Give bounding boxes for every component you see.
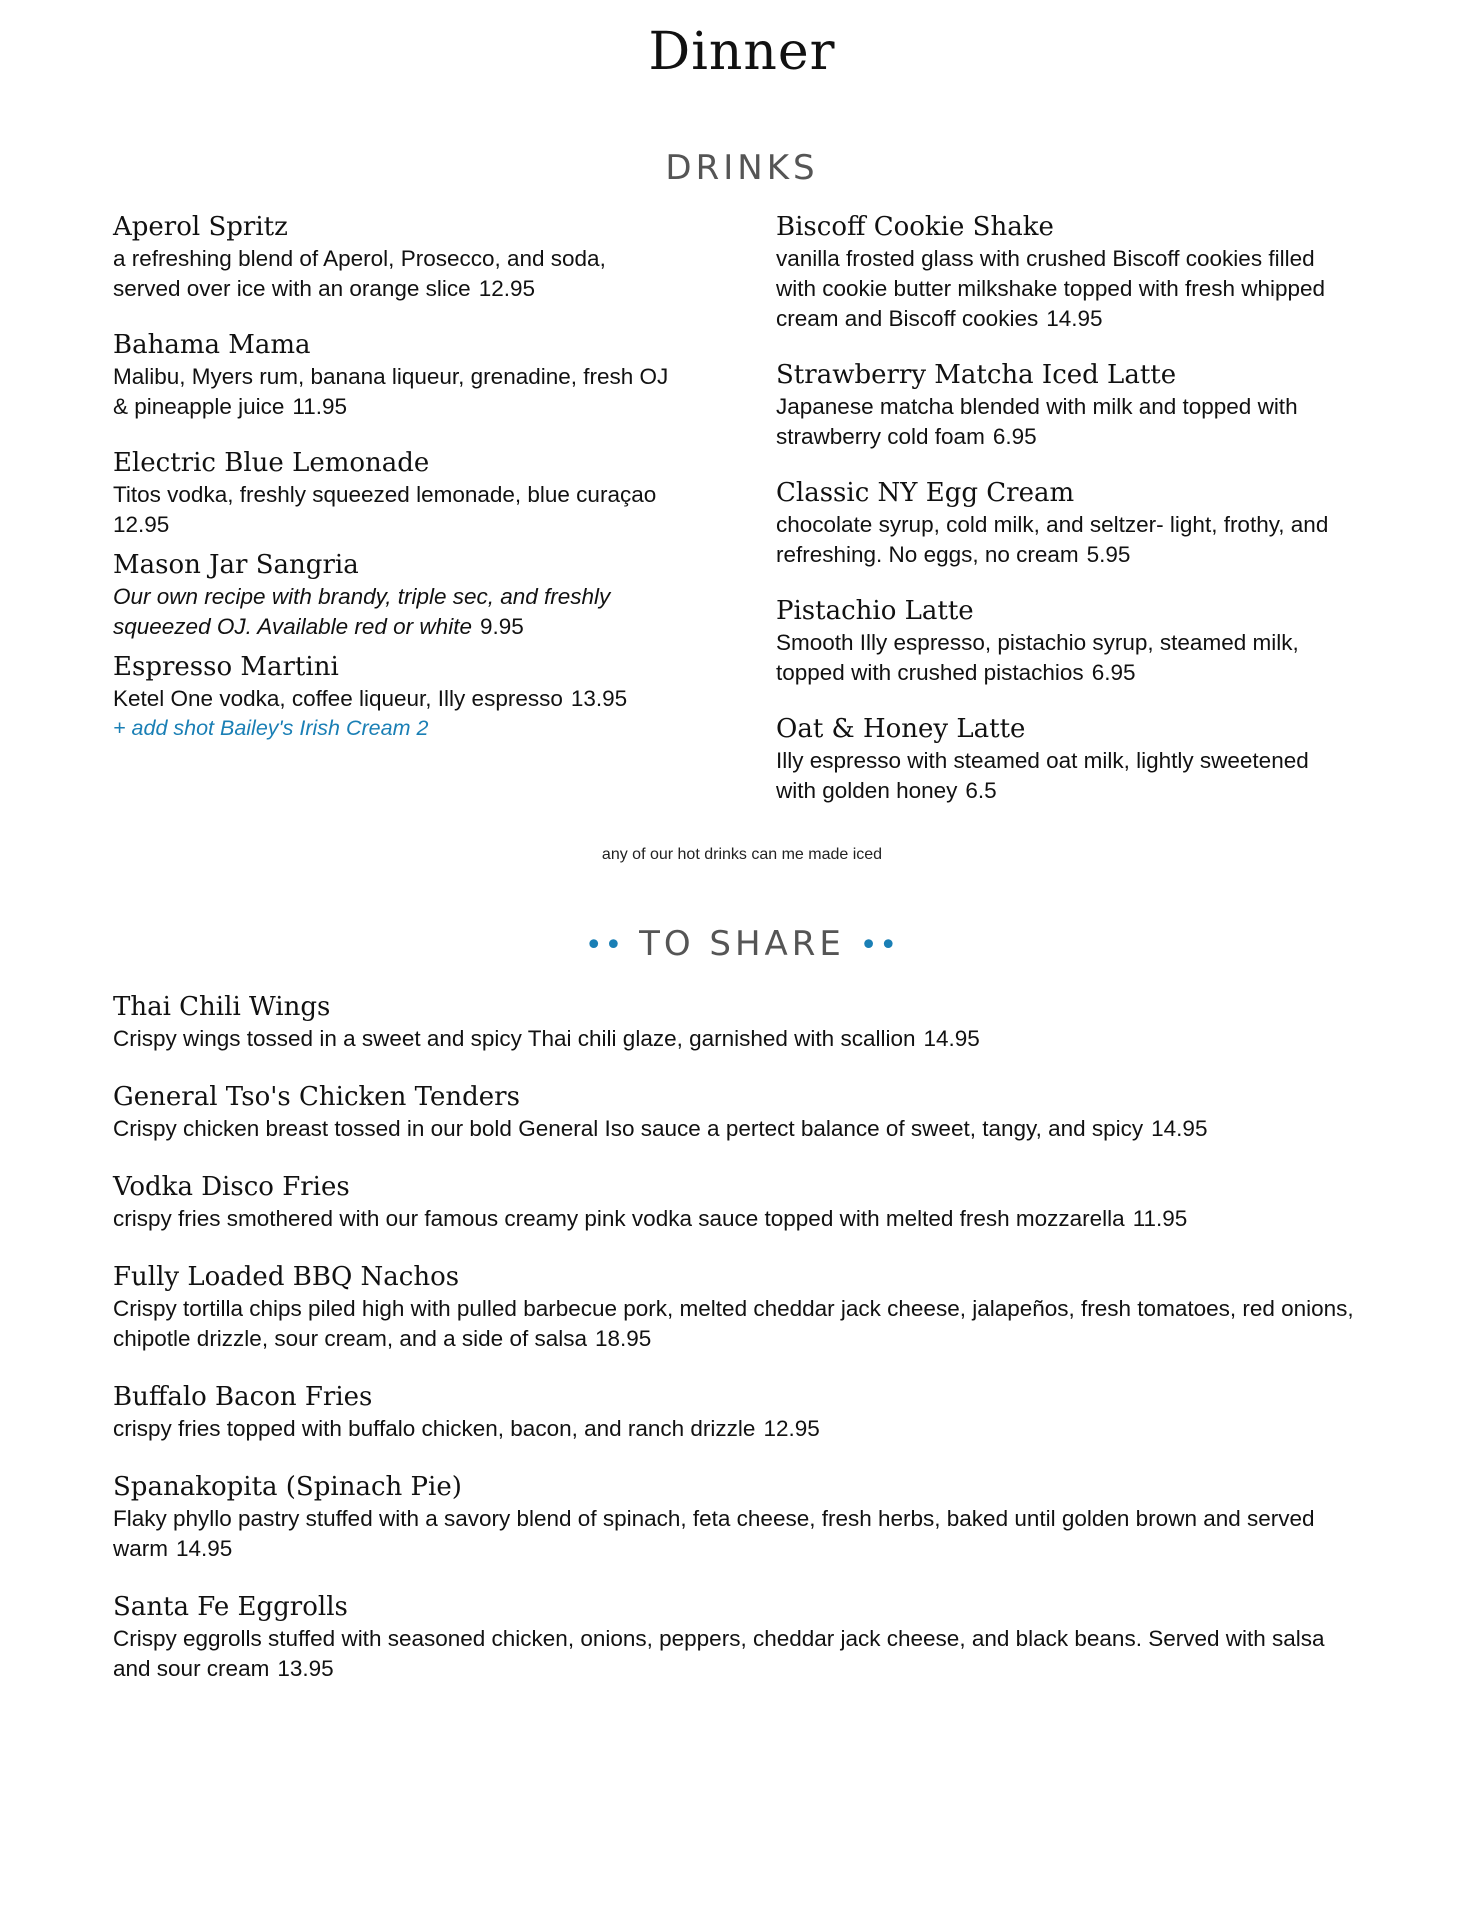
item-price: 6.5 xyxy=(965,778,997,803)
item-price: 12.95 xyxy=(113,512,170,537)
item-name: Buffalo Bacon Fries xyxy=(113,1382,373,1412)
item-name: Spanakopita (Spinach Pie) xyxy=(113,1472,462,1502)
to-share-heading xyxy=(0,924,1484,964)
menu-item xyxy=(113,1260,1363,1354)
item-price: 9.95 xyxy=(479,614,524,639)
item-price: 14.95 xyxy=(176,1536,233,1561)
menu-item xyxy=(776,712,1336,806)
item-name: Thai Chili Wings xyxy=(113,992,331,1022)
menu-item xyxy=(113,1470,1363,1564)
item-description: Crispy wings tossed in a sweet and spicy Thai chili glaze, garnished with scallion 14.95 xyxy=(113,1026,980,1051)
item-description: a refreshing blend of Aperol, Prosecco, and soda, served over ice with an orange slice 12.95 xyxy=(113,246,606,301)
to-share-heading-text: TO SHARE xyxy=(639,924,845,964)
item-name: Electric Blue Lemonade xyxy=(113,448,430,478)
item-description: Ketel One vodka, coffee liqueur, Illy espresso 13.95 xyxy=(113,686,628,711)
item-description: Smooth Illy espresso, pistachio syrup, steamed milk, topped with crushed pistachios 6.95 xyxy=(776,630,1299,685)
item-name: Bahama Mama xyxy=(113,330,311,360)
bullet-dots-icon: •• xyxy=(584,928,625,963)
item-name: Santa Fe Eggrolls xyxy=(113,1592,348,1622)
menu-item xyxy=(776,358,1336,452)
menu-item xyxy=(113,328,673,422)
item-price: 5.95 xyxy=(1086,542,1131,567)
item-description: Titos vodka, freshly squeezed lemonade, blue curaçao 12.95 xyxy=(113,482,657,537)
item-name: Vodka Disco Fries xyxy=(113,1172,350,1202)
drinks-right-column xyxy=(776,210,1336,830)
item-name: Biscoff Cookie Shake xyxy=(776,212,1054,242)
item-price: 12.95 xyxy=(763,1416,820,1441)
item-price: 14.95 xyxy=(923,1026,980,1051)
page-title: Dinner xyxy=(648,22,836,82)
item-description: Crispy chicken breast tossed in our bold General Iso sauce a pertect balance of sweet, tangy, and spicy 14.95 xyxy=(113,1116,1208,1141)
item-description: Malibu, Myers rum, banana liqueur, grenadine, fresh OJ & pineapple juice 11.95 xyxy=(113,364,669,419)
drinks-left-column xyxy=(113,210,673,766)
item-name: General Tso's Chicken Tenders xyxy=(113,1082,520,1112)
item-price: 12.95 xyxy=(478,276,535,301)
item-name: Aperol Spritz xyxy=(113,212,288,242)
menu-item xyxy=(113,548,673,642)
menu-item xyxy=(113,1590,1363,1684)
item-price: 18.95 xyxy=(594,1326,652,1351)
item-description: crispy fries smothered with our famous creamy pink vodka sauce topped with melted fresh mozzarella 11.95 xyxy=(113,1206,1188,1231)
item-description: chocolate syrup, cold milk, and seltzer- light, frothy, and refreshing. No eggs, no cream 5.95 xyxy=(776,512,1329,567)
iced-drinks-note: any of our hot drinks can me made iced xyxy=(601,846,883,863)
item-price: 13.95 xyxy=(277,1656,334,1681)
item-price: 6.95 xyxy=(1091,660,1136,685)
menu-item xyxy=(113,1170,1363,1234)
item-description: Flaky phyllo pastry stuffed with a savory blend of spinach, feta cheese, fresh herbs, baked until golden brown and served warm 14.95 xyxy=(113,1506,1315,1561)
addon-option: + add shot Bailey's Irish Cream 2 xyxy=(113,716,429,740)
menu-item xyxy=(776,476,1336,570)
menu-item xyxy=(113,1380,1363,1444)
menu-item xyxy=(776,594,1336,688)
to-share-list xyxy=(113,990,1363,1710)
item-description: Illy espresso with steamed oat milk, lightly sweetened with golden honey 6.5 xyxy=(776,748,1309,803)
item-name: Pistachio Latte xyxy=(776,596,974,626)
item-description: Japanese matcha blended with milk and topped with strawberry cold foam 6.95 xyxy=(776,394,1298,449)
drinks-heading: DRINKS xyxy=(665,148,819,188)
item-price: 11.95 xyxy=(292,394,348,419)
menu-item xyxy=(776,210,1336,334)
menu-item xyxy=(113,1080,1363,1144)
item-description: Crispy tortilla chips piled high with pulled barbecue pork, melted cheddar jack cheese, jalapeños, fresh tomatoes, red onions, chipotle drizzle, sour cream, and a side of salsa 18.95 xyxy=(113,1296,1354,1351)
item-description: Our own recipe with brandy, triple sec, and freshly squeezed OJ. Available red or white 9.95 xyxy=(113,584,611,639)
item-price: 6.95 xyxy=(992,424,1037,449)
menu-item xyxy=(113,446,673,540)
item-name: Mason Jar Sangria xyxy=(113,550,359,580)
menu-item xyxy=(113,990,1363,1054)
bullet-dots-icon: •• xyxy=(859,928,900,963)
item-name: Fully Loaded BBQ Nachos xyxy=(113,1262,460,1292)
item-price: 11.95 xyxy=(1132,1206,1188,1231)
menu-item xyxy=(113,210,673,304)
menu-item xyxy=(113,650,673,742)
item-name: Oat & Honey Latte xyxy=(776,714,1026,744)
item-description: crispy fries topped with buffalo chicken, bacon, and ranch drizzle 12.95 xyxy=(113,1416,820,1441)
item-price: 14.95 xyxy=(1046,306,1103,331)
item-price: 13.95 xyxy=(570,686,628,711)
item-description: Crispy eggrolls stuffed with seasoned chicken, onions, peppers, cheddar jack cheese, and black beans. Served with salsa and sour cream 13.95 xyxy=(113,1626,1325,1681)
item-description: vanilla frosted glass with crushed Biscoff cookies filled with cookie butter milkshake topped with fresh whipped cream and Biscoff cookies 14.95 xyxy=(776,246,1326,331)
item-price: 14.95 xyxy=(1151,1116,1208,1141)
item-name: Espresso Martini xyxy=(113,652,339,682)
item-name: Strawberry Matcha Iced Latte xyxy=(776,360,1177,390)
item-name: Classic NY Egg Cream xyxy=(776,478,1075,508)
